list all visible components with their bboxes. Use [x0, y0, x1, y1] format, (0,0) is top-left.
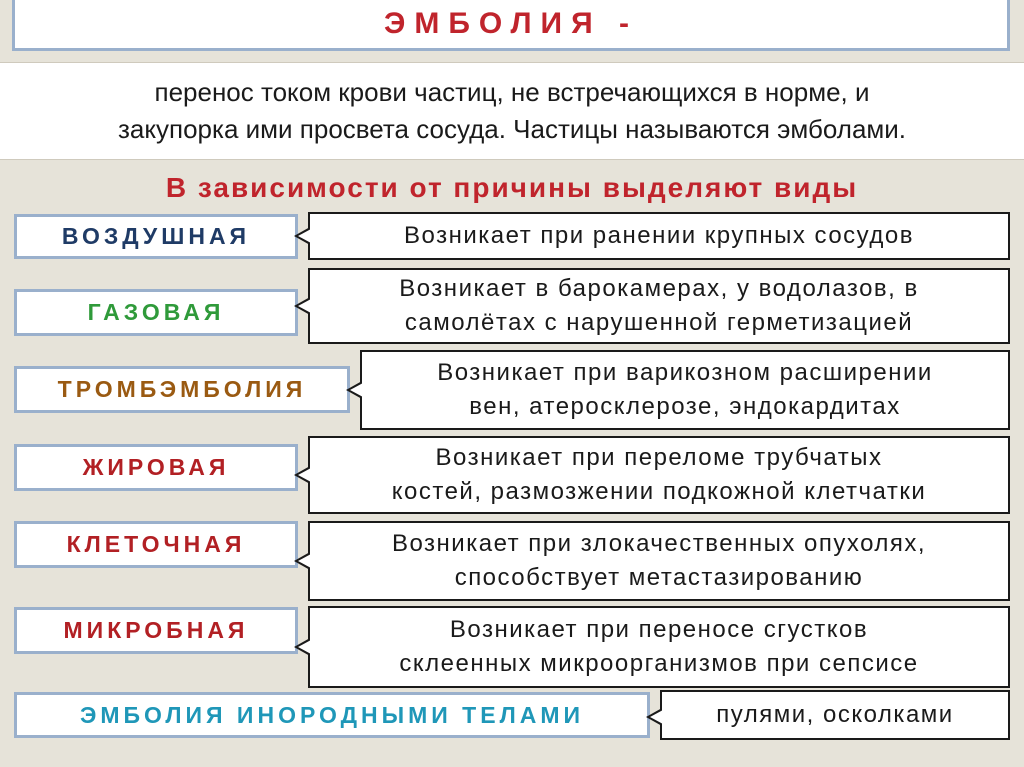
type-label-gas: ГАЗОВАЯ — [14, 289, 298, 336]
type-label-thromboembolism: ТРОМБЭМБОЛИЯ — [14, 366, 350, 413]
subtitle: В зависимости от причины выделяют виды — [165, 172, 859, 203]
callout-line-1: Возникает при переносе сгустков — [449, 616, 869, 643]
callout-text — [437, 356, 933, 424]
definition-band — [0, 62, 1024, 160]
type-label-fat: ЖИРОВАЯ — [14, 444, 298, 491]
callout-text — [716, 698, 953, 732]
callout-text — [392, 527, 926, 595]
callout-line-1: Возникает при ранении крупных сосудов — [404, 222, 914, 249]
callout-foreign-bodies — [660, 690, 1010, 740]
callout-thromboembolism — [360, 350, 1010, 430]
callout-air — [308, 212, 1010, 260]
callout-text — [404, 219, 914, 253]
callout-line-2: самолётах с нарушенной герметизацией — [404, 309, 914, 336]
callout-line-1: пулями, осколками — [716, 701, 954, 728]
type-label-cellular: КЛЕТОЧНАЯ — [14, 521, 298, 568]
definition-line-2: закупорка ими просвета сосуда. Частицы называются эмболами. — [117, 114, 907, 144]
callout-fat — [308, 436, 1010, 514]
slide-title: ЭМБОЛИЯ - — [384, 7, 638, 40]
type-label-foreign-bodies: ЭМБОЛИЯ ИНОРОДНЫМИ ТЕЛАМИ — [14, 692, 650, 738]
callout-line-1: Возникает при варикозном расширении — [437, 359, 933, 386]
callout-line-2: вен, атеросклерозе, эндокардитах — [469, 393, 901, 420]
callout-line-2: способствует метастазированию — [454, 564, 864, 591]
callout-line-1: Возникает в барокамерах, у водолазов, в — [399, 275, 919, 302]
type-label-air: ВОЗДУШНАЯ — [14, 214, 298, 259]
callout-text — [392, 441, 927, 509]
callout-line-2: склеенных микроорганизмов при сепсисе — [399, 650, 919, 677]
title-box — [12, 0, 1010, 51]
definition-line-1: перенос током крови частиц, не встречающихся в норме, и — [154, 77, 870, 107]
definition-text — [118, 74, 906, 148]
callout-line-1: Возникает при переломе трубчатых — [435, 444, 883, 471]
callout-text — [399, 272, 919, 340]
callout-microbial — [308, 606, 1010, 688]
type-label-microbial: МИКРОБНАЯ — [14, 607, 298, 654]
callout-cellular — [308, 521, 1010, 601]
callout-line-2: костей, размозжении подкожной клетчатки — [391, 478, 927, 505]
callout-gas — [308, 268, 1010, 344]
callout-text — [399, 613, 918, 681]
callout-line-1: Возникает при злокачественных опухолях, — [391, 530, 927, 557]
